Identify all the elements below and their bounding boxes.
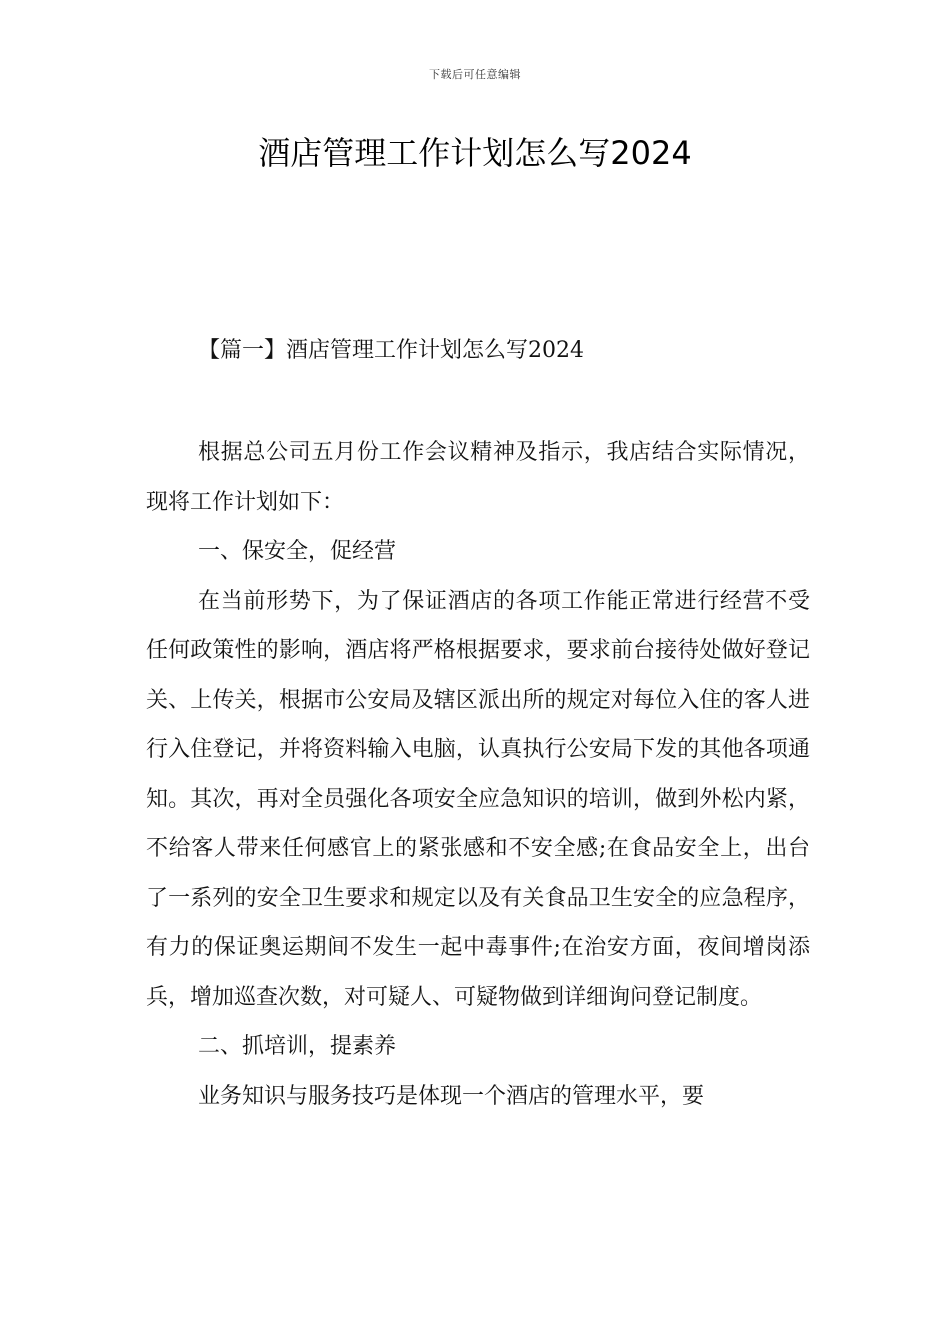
document-title: 酒店管理工作计划怎么写2024 <box>258 134 692 172</box>
paragraph-heading-1: 一、保安全，促经营 <box>198 539 397 564</box>
paragraph-heading-2: 二、抓培训，提素养 <box>198 1034 397 1059</box>
section-title: 【篇一】酒店管理工作计划怎么写2024 <box>198 338 584 363</box>
paragraph-training: 业务知识与服务技巧是体现一个酒店的管理水平，要 <box>198 1083 705 1109</box>
body-text <box>146 428 810 1121</box>
paragraph-security: 在当前形势下，为了保证酒店的各项工作能正常进行经营不受任何政策性的影响，酒店将严格根据要求，要求前台接待处做好登记关、上传关，根据市公安局及辖区派出所的规定对每位入住的客人进行入住登记，并将资料输入电脑，认真执行公安局下发的其他各项通知。其次，再对全员强化各项安全应急知识的培训，做到外松内紧，不给客人带来任何感官上的紧张感和不安全感;在食品安全上，出台了一系列的安全卫生要求和规定以及有关食品卫生安全的应急程序，有力的保证奥运期间不发生一起中毒事件;在治安方面，夜间增岗添兵，增加巡查次数，对可疑人、可疑物做到详细询问登记制度。 <box>146 588 810 1010</box>
paragraph-intro: 根据总公司五月份工作会议精神及指示，我店结合实际情况，现将工作计划如下： <box>146 440 810 515</box>
header-note: 下载后可任意编辑 <box>429 68 521 81</box>
